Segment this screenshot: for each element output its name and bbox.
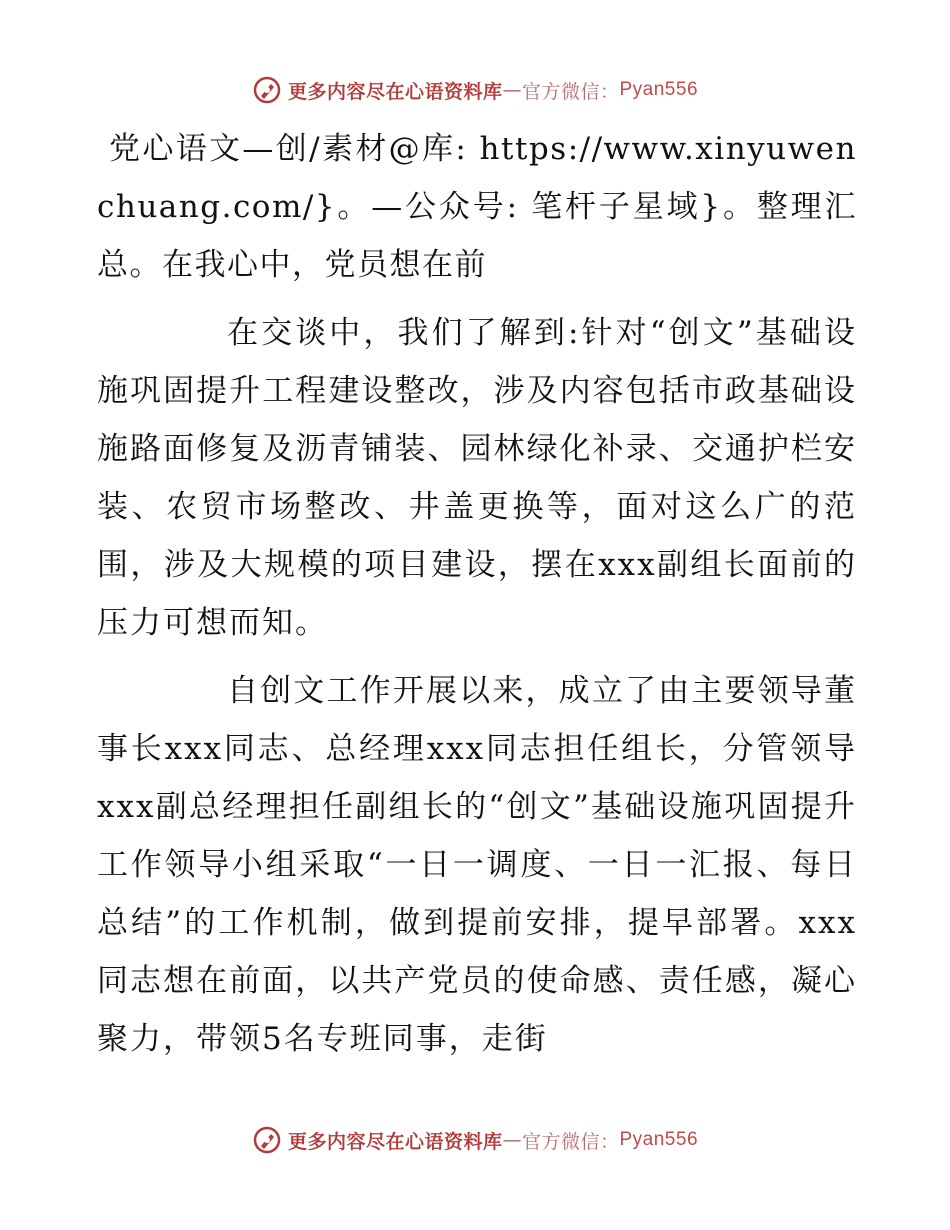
pen-circle-logo-icon xyxy=(252,1125,282,1155)
header-watermark-banner xyxy=(0,70,950,110)
paragraph-work-mechanism: 自创文工作开展以来，成立了由主要领导董事长xxx同志、总经理xxx同志担任组长，分管领导xxx副总经理担任副组长的“创文”基础设施巩固提升工作领导小组采取“一日一调度、一日一汇报、每日总结”的工作机制，做到提前安排，提早部署。xxx同志想在前面，以共产党员的使命感、责任感，凝心聚力，带领5名专班同事，走街 xyxy=(97,673,857,1057)
banner-wechat-handle: Pyan556 xyxy=(619,79,699,100)
banner-wechat-handle: Pyan556 xyxy=(619,1129,699,1150)
footer-watermark-banner xyxy=(0,1120,950,1160)
document-body xyxy=(97,120,857,1068)
paragraph-interview: 在交谈中，我们了解到:针对“创文”基础设施巩固提升工程建设整改，涉及内容包括市政基础设施路面修复及沥青铺装、园林绿化补录、交通护栏安装、农贸市场整改、井盖更换等，面对这么广的范围，涉及大规模的项目建设，摆在xxx副组长面前的压力可想而知。 xyxy=(97,315,857,641)
paragraph-source-text: 党心语文—创/素材@库: https://www.xinyuwenchuang.com/}。—公众号: 笔杆子星域}。整理汇总。在我心中，党员想在前 xyxy=(97,131,857,283)
banner-dash: — xyxy=(502,1129,522,1151)
banner-wechat-label: 官方微信： xyxy=(521,1130,620,1153)
banner-promo-text: 更多内容尽在心语资料库 xyxy=(287,80,503,103)
banner-dash: — xyxy=(502,79,522,101)
pen-circle-logo-icon xyxy=(252,75,282,105)
paragraph-source-note xyxy=(97,120,857,294)
banner-promo-text: 更多内容尽在心语资料库 xyxy=(287,1130,503,1153)
banner-wechat-label: 官方微信： xyxy=(521,80,620,103)
